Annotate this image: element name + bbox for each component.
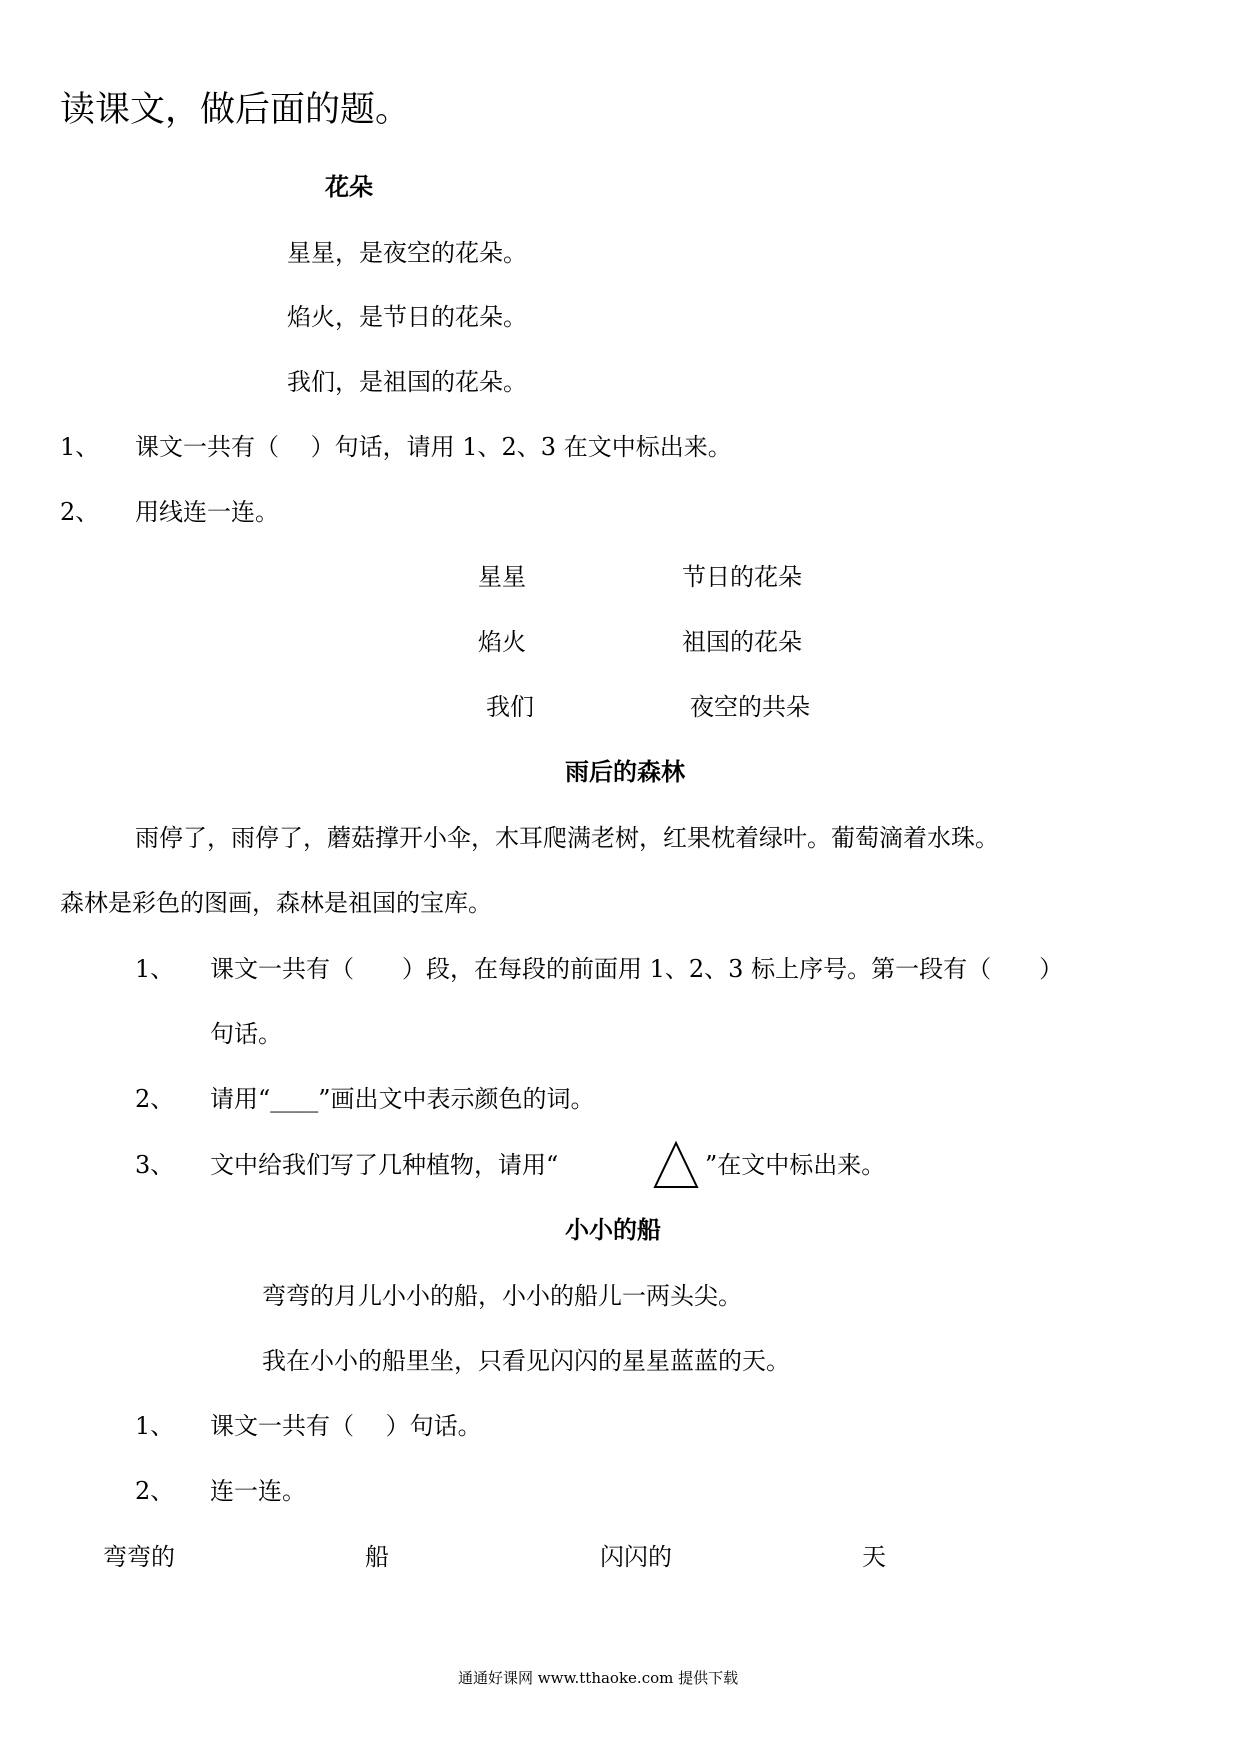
section1-line: 星星，是夜空的花朵。 [287, 239, 527, 267]
match-right-word: 祖国的花朵 [682, 628, 802, 656]
match-right-word: 节日的花朵 [682, 563, 802, 591]
section3-q2-text: 连一连。 [210, 1477, 306, 1505]
match-left-word: 星星 [478, 563, 526, 591]
section3-line: 弯弯的月儿小小的船，小小的船儿一两头尖。 [262, 1282, 742, 1310]
section3-match-word: 弯弯的 [103, 1543, 175, 1571]
section2-q3-number: 3、 [135, 1151, 175, 1179]
section2-paragraph-line2: 森林是彩色的图画，森林是祖国的宝库。 [60, 889, 492, 917]
triangle-icon [652, 1140, 700, 1190]
section1-q1-text: 课文一共有（ ）句话，请用 1、2、3 在文中标出来。 [135, 433, 732, 461]
match-left-word: 焰火 [478, 628, 526, 656]
section3-line: 我在小小的船里坐，只看见闪闪的星星蓝蓝的天。 [262, 1347, 790, 1375]
section1-title: 花朵 [325, 172, 373, 201]
section2-q1-number: 1、 [135, 955, 175, 983]
section2-q2-number: 2、 [135, 1085, 175, 1113]
section2-q3-pre: 文中给我们写了几种植物，请用“ [210, 1151, 559, 1179]
section3-match-word: 天 [862, 1543, 886, 1571]
section2-q3-post: ”在文中标出来。 [705, 1151, 886, 1179]
section3-match-word: 闪闪的 [600, 1543, 672, 1571]
match-right-word: 夜空的共朵 [690, 693, 810, 721]
section2-q1-text: 课文一共有（ ）段，在每段的前面用 1、2、3 标上序号。第一段有（ ） [210, 955, 1064, 983]
section2-q2-text: 请用“____”画出文中表示颜色的词。 [210, 1085, 595, 1113]
section1-q1-number: 1、 [60, 433, 100, 461]
section3-q2-number: 2、 [135, 1477, 175, 1505]
section2-title: 雨后的森林 [565, 757, 685, 786]
section1-line: 我们，是祖国的花朵。 [287, 368, 527, 396]
section3-q1-text: 课文一共有（ ）句话。 [210, 1412, 482, 1440]
match-left-word: 我们 [486, 693, 534, 721]
section1-q2-number: 2、 [60, 498, 100, 526]
section1-line: 焰火，是节日的花朵。 [287, 303, 527, 331]
section3-match-word: 船 [365, 1543, 389, 1571]
section3-title: 小小的船 [565, 1215, 661, 1244]
section2-paragraph-line1: 雨停了，雨停了，蘑菇撑开小伞，木耳爬满老树，红果枕着绿叶。葡萄滴着水珠。 [135, 824, 999, 852]
instruction-heading: 读课文，做后面的题。 [60, 90, 411, 130]
section3-q1-number: 1、 [135, 1412, 175, 1440]
footer-credit: 通通好课网 www.tthaoke.com 提供下载 [458, 1669, 739, 1687]
section1-q2-text: 用线连一连。 [135, 498, 279, 526]
section2-q1-continuation: 句话。 [210, 1020, 282, 1048]
